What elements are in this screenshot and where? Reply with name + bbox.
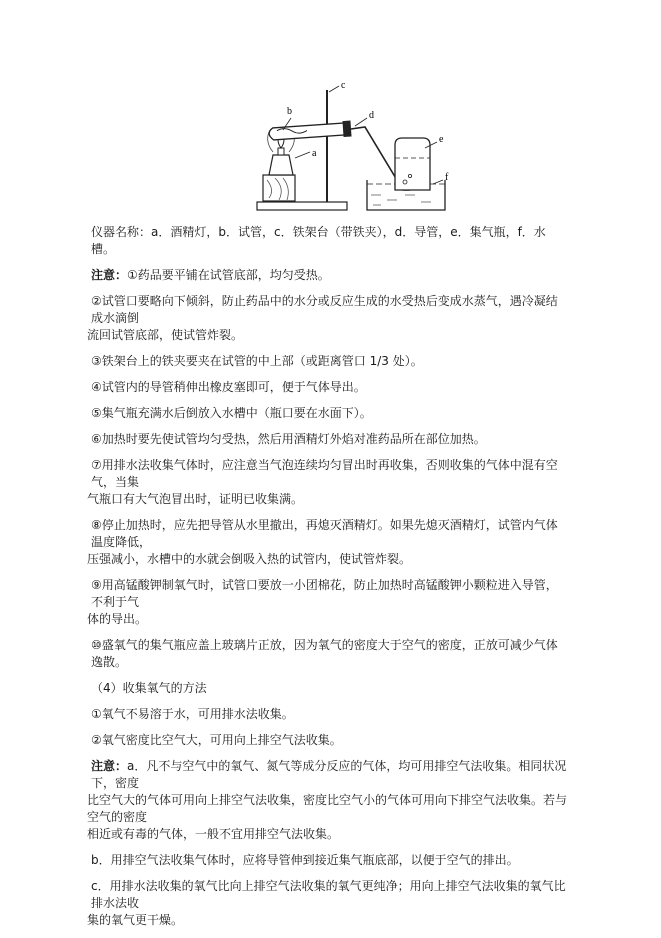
paragraph-instruments [91,224,569,258]
note-a-line-1: a．凡不与空气中的氧气、氮气等成分反应的气体，均可用排空气法收集。相同状况下，密度 [91,759,567,790]
paragraph-note-8 [87,517,569,568]
note-a-line-3: 相近或有毒的气体，一般不宜用排空气法收集。 [87,827,340,841]
section-heading-text: （4）收集氧气的方法 [91,681,207,695]
note-10-text: ⑩盛氧气的集气瓶应盖上玻璃片正放，因为氧气的密度大于空气的密度，正放可减少气体逸散。 [91,638,558,669]
paragraph-note-1 [91,267,569,284]
section-heading-collect [91,680,569,697]
instruments-text: 仪器名称：a．酒精灯，b．试管，c．铁架台（带铁夹），d．导管，e．集气瓶，f．水槽。 [91,225,546,256]
label-f: f [445,172,449,183]
note-4-text: ④试管内的导管稍伸出橡皮塞即可，便于气体导出。 [91,380,366,394]
note-5-text: ⑤集气瓶充满水后倒放入水槽中（瓶口要在水面下）。 [91,406,372,420]
method-1-text: ①氧气不易溶于水，可用排水法收集。 [91,707,294,721]
paragraph-note-b [91,852,569,869]
note-8-line-1: ⑧停止加热时，应先把导管从水里撤出，再熄灭酒精灯。如果先熄灭酒精灯，试管内气体温度降低， [91,518,558,549]
note-9-line-2: 体的导出。 [87,612,148,626]
note-6-text: ⑥加热时要先使试管均匀受热，然后用酒精灯外焰对准药品所在部位加热。 [91,432,486,446]
note-a-label: 注意： [91,759,128,773]
paragraph-note-c [87,878,569,929]
apparatus-figure [255,80,555,215]
paragraph-note-a [87,758,569,843]
note-c-line-2: 集的氧气更干燥。 [87,913,184,927]
note-8-line-2: 压强减小，水槽中的水就会倒吸入热的试管内，使试管炸裂。 [87,552,412,566]
note-7-line-2: 气瓶口有大气泡冒出时，证明已收集满。 [87,492,304,506]
note-9-line-1: ⑨用高锰酸钾制氧气时，试管口要放一小团棉花，防止加热时高锰酸钾小颗粒进入导管，不利于气 [91,578,558,609]
method-2-text: ②氧气密度比空气大，可用向上排空气法收集。 [91,733,342,747]
paragraph-note-6 [91,431,569,448]
paragraph-method-2 [91,732,569,749]
label-c: c [341,80,346,91]
stand-base [257,202,347,210]
gas-bottle [395,138,430,190]
label-a: a [312,148,317,159]
note-2-line-2: 流回试管底部，使试管炸裂。 [87,328,244,342]
note-b-text: b．用排空气法收集气体时，应将导管伸到接近集气瓶底部，以便于空气的排出。 [91,853,519,867]
note-label: 注意： [91,268,128,282]
paragraph-method-1 [91,706,569,723]
label-d: d [369,110,374,121]
paragraph-note-9 [87,577,569,628]
note-3-text: ③铁架台上的铁夹要夹在试管的中上部（或距离管口 1/3 处）。 [91,354,423,368]
wood-block [263,175,295,201]
test-tube [269,121,352,143]
alcohol-lamp [269,155,293,175]
paragraph-note-10 [91,637,569,671]
paragraph-note-3 [91,353,569,370]
note-7-line-1: ⑦用排水法收集气体时，应注意当气泡连续均匀冒出时再收集，否则收集的气体中混有空气，当集 [91,458,558,489]
note-2-line-1: ②试管口要略向下倾斜，防止药品中的水分或反应生成的水受热后变成水蒸气，遇冷凝结成水滴倒 [91,294,558,325]
label-b: b [287,106,292,117]
note-c-line-1: c．用排水法收集的氧气比向上排空气法收集的氧气更纯净；用向上排空气法收集的氧气比排水法收 [91,879,566,910]
note-a-line-2: 比空气大的气体可用向上排空气法收集，密度比空气小的气体可用向下排空气法收集。若与空气的密度 [87,793,568,824]
paragraph-note-5 [91,405,569,422]
paragraph-note-4 [91,379,569,396]
note-1-text: ①药品要平铺在试管底部，均匀受热。 [127,268,330,282]
paragraph-note-7 [87,457,569,508]
paragraph-note-2 [87,293,569,344]
label-e: e [439,134,444,145]
document-body [87,224,569,938]
